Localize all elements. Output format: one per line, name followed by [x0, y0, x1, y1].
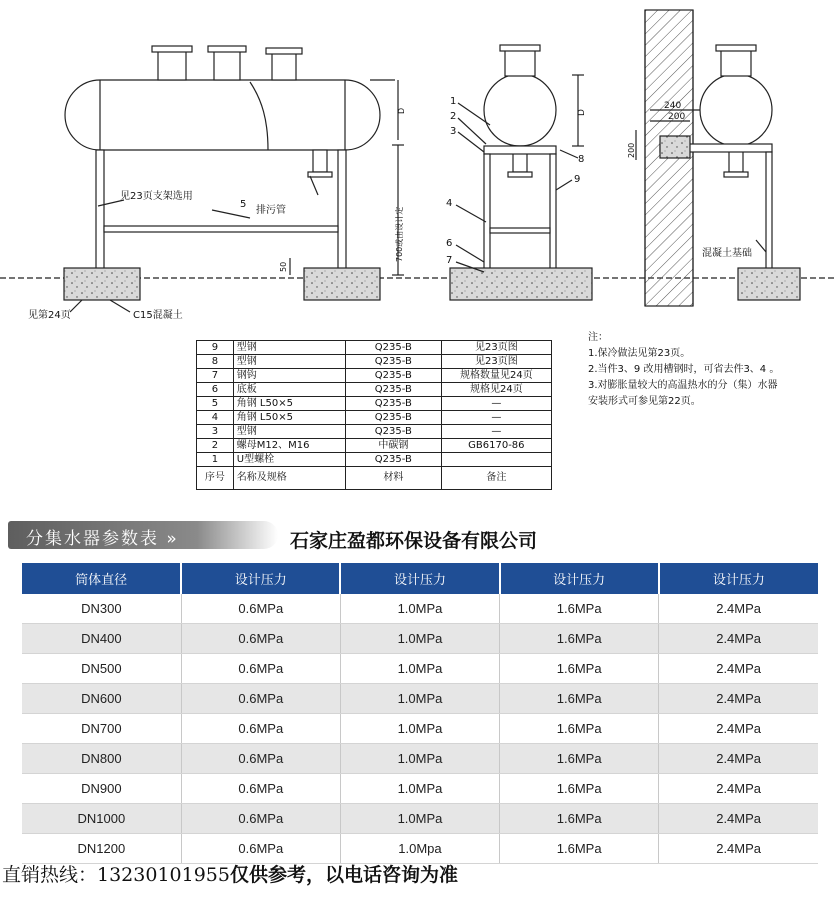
part-name: 型钢	[233, 355, 345, 369]
parts-table-row	[197, 397, 552, 411]
part-remark: 见23页图	[441, 355, 551, 369]
label-number-6: 6	[446, 238, 453, 249]
cell-pressure: 0.6MPa	[181, 684, 340, 714]
part-name: 螺母M12、M16	[233, 439, 345, 453]
label-number-2: 2	[450, 111, 457, 122]
part-no: 7	[197, 369, 234, 383]
label-drain-pipe: 排污管	[256, 205, 286, 216]
note-line: 1.保冷做法见第23页。	[588, 348, 691, 359]
parameter-table-row	[22, 804, 818, 834]
part-name: 底板	[233, 383, 345, 397]
parameter-table-row	[22, 684, 818, 714]
parameter-table-header	[22, 563, 818, 594]
disclaimer: 仅供参考，以电话咨询为准	[229, 864, 458, 886]
company-name: 石家庄盈都环保设备有限公司	[290, 530, 538, 552]
label-dim-200-h: 200	[668, 112, 686, 122]
label-dim-d-mid: D	[577, 109, 587, 116]
parts-table-row	[197, 439, 552, 453]
cell-pressure: 2.4MPa	[659, 624, 818, 654]
cell-pressure: 1.0MPa	[340, 684, 499, 714]
notes	[588, 330, 828, 410]
cell-pressure: 2.4MPa	[659, 804, 818, 834]
parameter-table-row	[22, 714, 818, 744]
label-see-p24: 见第24页	[28, 310, 71, 321]
part-no: 6	[197, 383, 234, 397]
cell-pressure: 1.0MPa	[340, 744, 499, 774]
cell-diameter: DN900	[22, 774, 181, 804]
part-material: Q235-B	[345, 341, 441, 355]
part-remark: 规格见24页	[441, 383, 551, 397]
cell-diameter: DN1000	[22, 804, 181, 834]
part-name: 型钢	[233, 341, 345, 355]
cell-pressure: 2.4MPa	[659, 684, 818, 714]
part-no: 4	[197, 411, 234, 425]
part-remark: 见23页图	[441, 341, 551, 355]
part-no: 2	[197, 439, 234, 453]
part-material: Q235-B	[345, 397, 441, 411]
parts-table-row	[197, 425, 552, 439]
cell-pressure: 1.6MPa	[500, 654, 659, 684]
cell-pressure: 1.6MPa	[500, 684, 659, 714]
cell-pressure: 1.0MPa	[340, 594, 499, 624]
part-material: Q235-B	[345, 425, 441, 439]
cell-diameter: DN1200	[22, 834, 181, 864]
cell-pressure: 0.6MPa	[181, 744, 340, 774]
part-remark: GB6170-86	[441, 439, 551, 453]
cell-diameter: DN700	[22, 714, 181, 744]
cell-diameter: DN600	[22, 684, 181, 714]
part-no: 3	[197, 425, 234, 439]
part-no: 5	[197, 397, 234, 411]
label-dim-200-v: 200	[627, 142, 636, 158]
header-material: 材料	[345, 467, 441, 490]
header-name: 名称及规格	[233, 467, 345, 490]
parameter-table-row	[22, 834, 818, 864]
cell-pressure: 2.4MPa	[659, 714, 818, 744]
header-design-pressure: 设计压力	[181, 563, 340, 594]
cell-pressure: 1.6MPa	[500, 804, 659, 834]
cell-pressure: 0.6MPa	[181, 714, 340, 744]
parts-table-header	[197, 467, 552, 490]
parts-table-row	[197, 369, 552, 383]
header-no: 序号	[197, 467, 234, 490]
part-no: 1	[197, 453, 234, 467]
cell-pressure: 1.6MPa	[500, 774, 659, 804]
parts-list-table	[196, 340, 552, 490]
cell-pressure: 0.6MPa	[181, 804, 340, 834]
cell-pressure: 2.4MPa	[659, 834, 818, 864]
parts-table-row	[197, 453, 552, 467]
cell-pressure: 1.0MPa	[340, 624, 499, 654]
parameter-table-row	[22, 594, 818, 624]
label-bracket-ref: 见23页支架选用	[120, 191, 193, 202]
hotline: 直销热线：13230101955	[2, 864, 230, 886]
cell-diameter: DN500	[22, 654, 181, 684]
cell-diameter: DN800	[22, 744, 181, 774]
part-name: 型钢	[233, 425, 345, 439]
part-name: 角钢 L50×5	[233, 411, 345, 425]
header-design-pressure: 设计压力	[659, 563, 818, 594]
label-number-7: 7	[446, 255, 453, 266]
label-number-1: 1	[450, 96, 457, 107]
cell-pressure: 2.4MPa	[659, 594, 818, 624]
parts-table-row	[197, 355, 552, 369]
part-remark: —	[441, 425, 551, 439]
label-height-note: 700或由设计定	[395, 206, 404, 262]
part-material: Q235-B	[345, 453, 441, 467]
label-number-5: 5	[240, 199, 247, 210]
part-no: 9	[197, 341, 234, 355]
cell-pressure: 0.6MPa	[181, 774, 340, 804]
part-material: Q235-B	[345, 383, 441, 397]
cell-pressure: 0.6MPa	[181, 654, 340, 684]
label-number-4: 4	[446, 198, 453, 209]
section-banner	[8, 521, 278, 549]
part-name: U型螺栓	[233, 453, 345, 467]
cell-pressure: 1.0Mpa	[340, 834, 499, 864]
cell-diameter: DN300	[22, 594, 181, 624]
footer	[2, 860, 458, 887]
label-concrete-base: 混凝土基础	[702, 248, 752, 259]
label-dim-240: 240	[664, 101, 682, 111]
label-number-8: 8	[578, 154, 585, 165]
part-name: 角钢 L50×5	[233, 397, 345, 411]
cell-diameter: DN400	[22, 624, 181, 654]
parameter-table-row	[22, 624, 818, 654]
cell-pressure: 1.6MPa	[500, 744, 659, 774]
parameter-table-row	[22, 654, 818, 684]
header-remark: 备注	[441, 467, 551, 490]
part-material: 中碳钢	[345, 439, 441, 453]
part-material: Q235-B	[345, 355, 441, 369]
part-remark	[441, 453, 551, 467]
label-number-3: 3	[450, 126, 457, 137]
parts-table-row	[197, 383, 552, 397]
header-design-pressure: 设计压力	[340, 563, 499, 594]
cell-pressure: 1.6MPa	[500, 714, 659, 744]
notes-title: 注：	[588, 332, 608, 343]
label-number-9: 9	[574, 174, 581, 185]
part-remark: —	[441, 411, 551, 425]
cell-pressure: 1.0MPa	[340, 714, 499, 744]
cell-pressure: 0.6MPa	[181, 594, 340, 624]
note-line: 安装形式可参见第22页。	[588, 396, 701, 407]
parts-table-row	[197, 411, 552, 425]
part-remark: 规格数量见24页	[441, 369, 551, 383]
cell-pressure: 2.4MPa	[659, 744, 818, 774]
note-line: 3.对膨胀量较大的高温热水的分（集）水器	[588, 380, 778, 391]
part-name: 钢钩	[233, 369, 345, 383]
cell-pressure: 1.0MPa	[340, 774, 499, 804]
header-design-pressure: 设计压力	[500, 563, 659, 594]
parameter-table-row	[22, 744, 818, 774]
part-remark: —	[441, 397, 551, 411]
parameter-table-row	[22, 774, 818, 804]
header-diameter: 筒体直径	[22, 563, 181, 594]
parts-table-row	[197, 341, 552, 355]
cell-pressure: 0.6MPa	[181, 624, 340, 654]
part-material: Q235-B	[345, 369, 441, 383]
parameter-table	[22, 563, 818, 864]
cell-pressure: 0.6MPa	[181, 834, 340, 864]
part-no: 8	[197, 355, 234, 369]
cell-pressure: 1.6MPa	[500, 834, 659, 864]
label-dim-50: 50	[279, 261, 288, 272]
cell-pressure: 2.4MPa	[659, 654, 818, 684]
cell-pressure: 1.0MPa	[340, 654, 499, 684]
cell-pressure: 1.0MPa	[340, 804, 499, 834]
label-dim-d-left: D	[397, 107, 406, 114]
part-material: Q235-B	[345, 411, 441, 425]
label-c15-concrete: C15混凝土	[133, 310, 183, 321]
section-title: 分集水器参数表 »	[26, 529, 179, 549]
cell-pressure: 1.6MPa	[500, 624, 659, 654]
cell-pressure: 2.4MPa	[659, 774, 818, 804]
installation-drawing	[0, 0, 836, 340]
note-line: 2.当件3、9 改用槽钢时，可省去件3、4 。	[588, 364, 780, 375]
cell-pressure: 1.6MPa	[500, 594, 659, 624]
